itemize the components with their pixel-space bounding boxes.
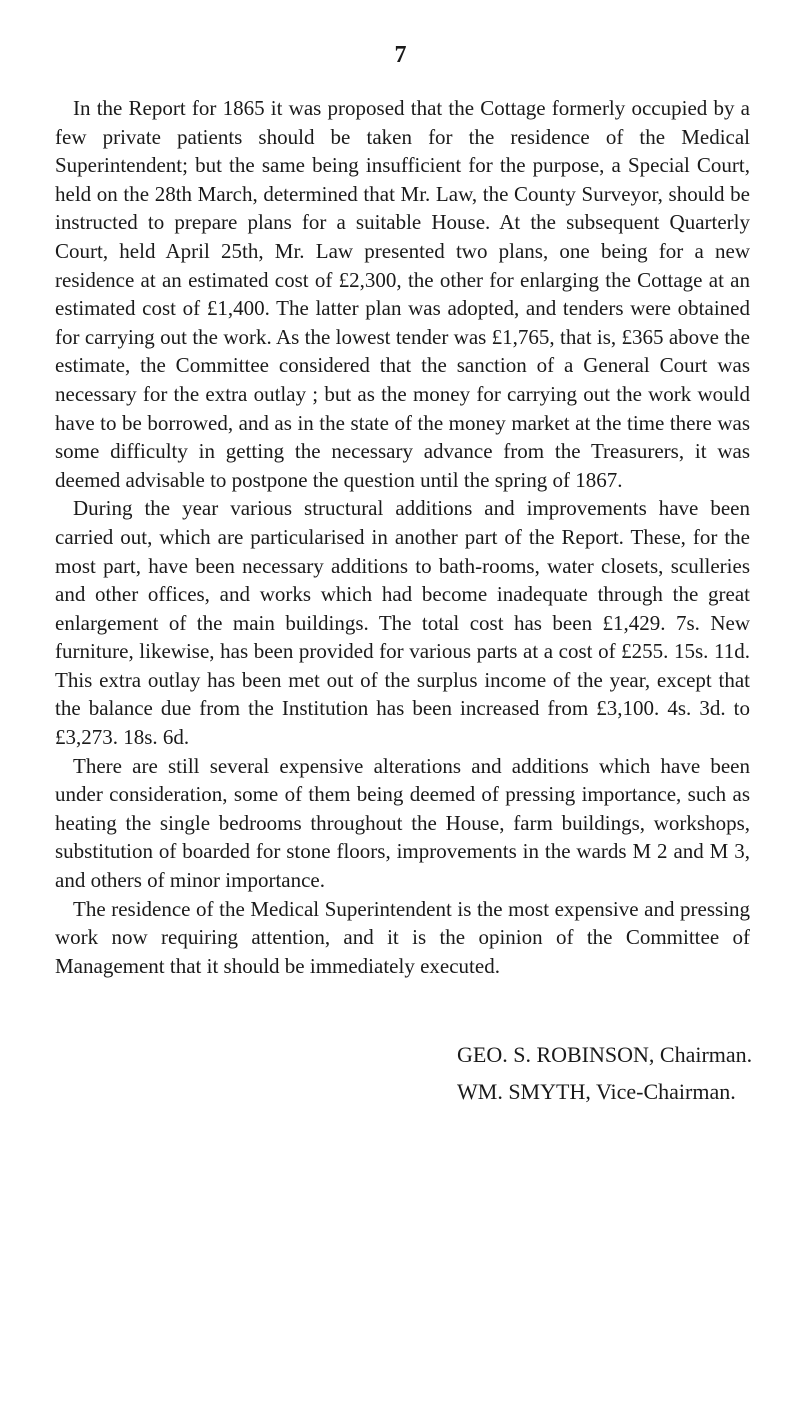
signature-chairman: GEO. S. ROBINSON, Chairman. — [457, 1042, 753, 1067]
paragraph-pending-alterations: There are still several expensive alterations and additions which have been under consideration, some of them being deemed of pressing importance, such as heating the single bedrooms throughout the House, farm buildings, workshops, substitution of boarded for stone floors, improvements in the wards M 2 and M 3, and others of minor importance. — [55, 753, 750, 893]
paragraph-cottage-residence: In the Report for 1865 it was proposed that the Cottage formerly occupied by a few private patients should be taken for the residence of the Medical Superintendent; but the same being insufficient for the purpose, a Special Court, held on the 28th March, determined that Mr. Law, the County Surveyor, should be instructed to prepare plans for a suitable House. At the subsequent Quarterly Court, held April 25th, Mr. Law presented two plans, one being for a new residence at an estimated cost of £2,300, the other for enlarging the Cottage at an estimated cost of £1,400. The latter plan was adopted, and tenders were obtained for carrying out the work. As the lowest tender was £1,765, that is, £365 above the estimate, the Committee considered that the sanction of a General Court was necessary for the extra outlay ; but as the money for carrying out the work would have to be borrowed, and as in the state of the money market at the time there was some difficulty in getting the necessary advance from the Treasurers, it was deemed advisable to postpone the question until the spring of 1867. — [55, 96, 750, 492]
report-body — [55, 94, 750, 980]
signature-vice-chairman: WM. SMYTH, Vice-Chairman. — [457, 1079, 736, 1104]
page-number: 7 — [394, 42, 407, 68]
paragraph-structural-additions: During the year various structural additions and improvements have been carried out, which are particularised in another part of the Report. These, for the most part, have been necessary additions to bath-rooms, water closets, sculleries and other offices, and works which had become inadequate through the great enlargement of the main buildings. The total cost has been £1,429. 7s. New furniture, likewise, has been provided for various parts at a cost of £255. 15s. 11d. This extra outlay has been met out of the surplus income of the year, except that the balance due from the Institution has been increased from £3,100. 4s. 3d. to £3,273. 18s. 6d. — [55, 496, 750, 750]
paragraph-superintendent-residence: The residence of the Medical Superintendent is the most expensive and pressing work now requiring attention, and it is the opinion of the Committee of Management that it should be immediately executed. — [55, 896, 750, 978]
